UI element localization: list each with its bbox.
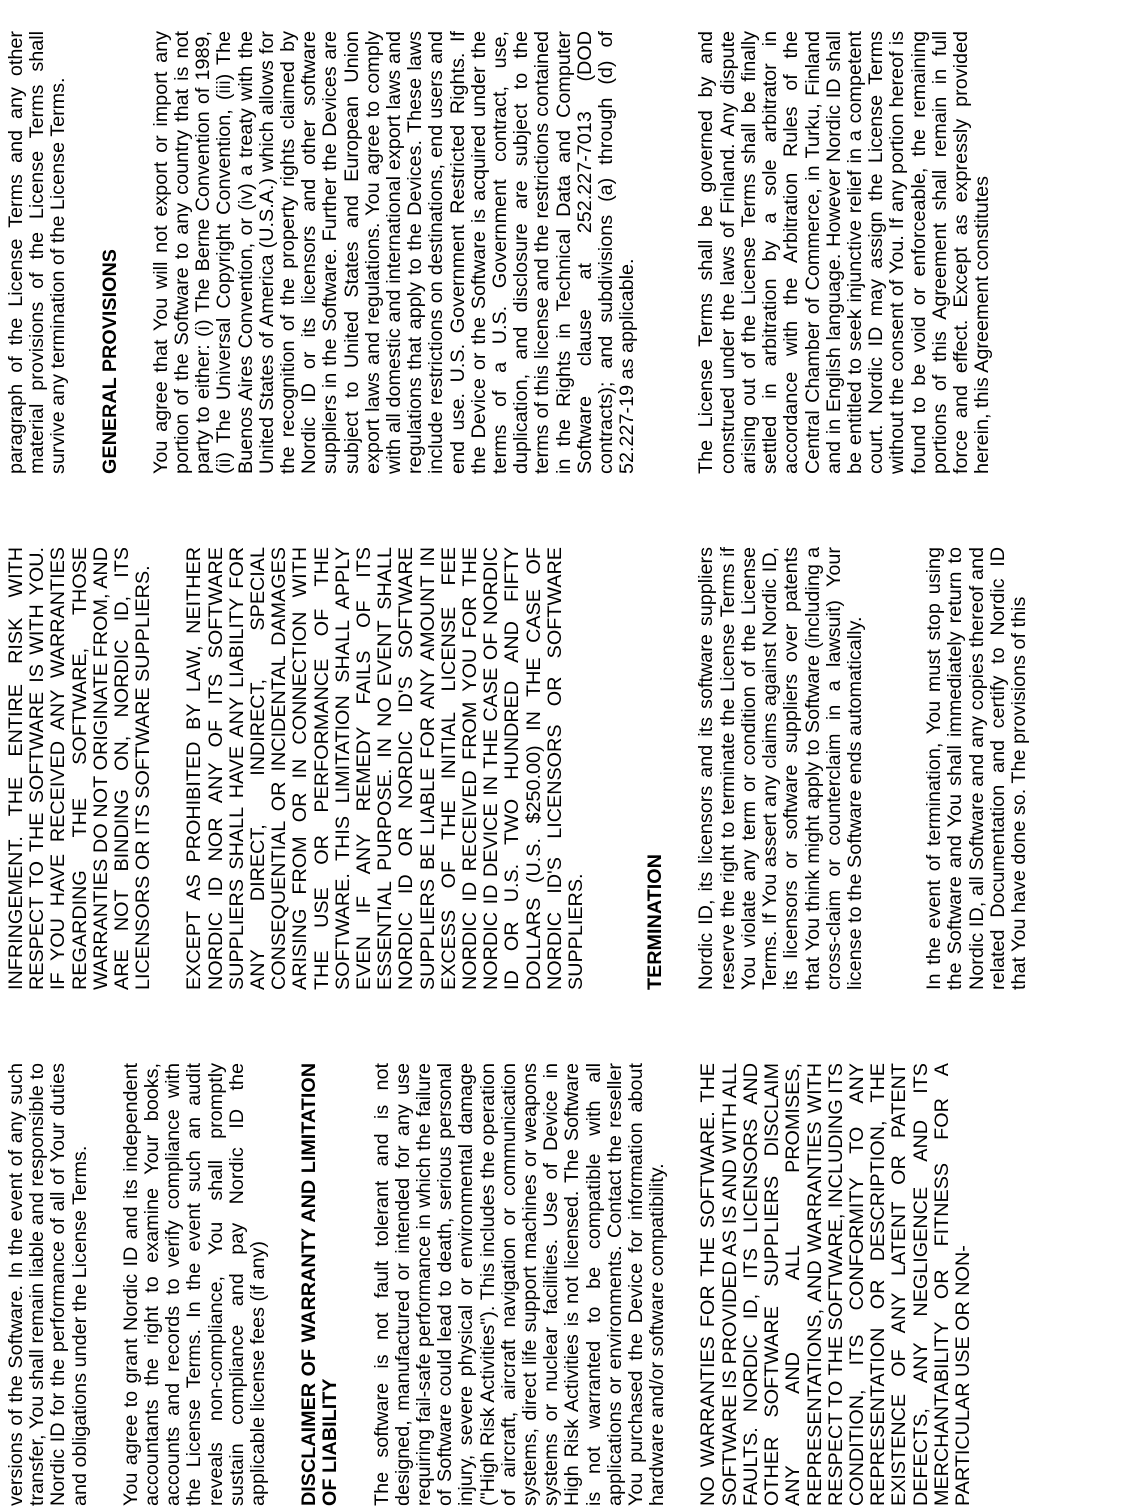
paragraph-infringement: INFRINGEMENT. THE ENTIRE RISK WITH RESPECT TO THE SOFTWARE IS WITH YOU. IF YOU HAVE RECEIVED ANY WARRANTIES REGARDING THE SOFTWARE, THOSE WARRANTIES DO NOT ORIGINATE FROM, AND ARE NOT BINDING ON, NORDIC ID, ITS LICENSORS OR ITS SOFTWARE SUPPLIERS.	[5, 547, 155, 990]
heading-disclaimer: DISCLAIMER OF WARRANTY AND LIMITATION OF LIABILITY	[298, 1063, 342, 1506]
paragraph-termination-rights: Nordic ID, its licensors and its software suppliers reserve the right to terminate the License Terms if You violate any term or condition of the License Terms. If You assert any claims against Nordic ID, its licensors or software suppliers over patents that You think might apply to Software (including a cross-claim or counterclaim in a lawsuit) Your license to the Software ends automatically.	[695, 547, 866, 990]
heading-general-provisions: GENERAL PROVISIONS	[98, 249, 121, 474]
paragraph-survival: paragraph of the License Terms and any other material provisions of the License Terms shall survive any termination of the License Terms.	[5, 31, 70, 474]
paragraph-fault-tolerance: The software is not fault tolerant and is not designed, manufactured or intended for any use requiring fail-safe performance in which the failure of Software could lead to death, serious personal injury, severe physical or environmental damage ("High Risk Activities"). This includes the operation of aircraft, aircraft navigation or communication systems, direct life support machines or weapons systems or nuclear facilities. Use of Device in High Risk Activities is not licensed. The Software is not warranted to be compatible with all applications or environments. Contact the reseller You purchased the Device for information about hardware and/or software compatibility.	[370, 1063, 669, 1506]
paragraph-termination-effect: In the event of termination, You must stop using the Software and You shall immediately return to Nordic ID, all Software and any copies thereof and related Documentation and certify to Nordic ID that You have done so. The provisions of this	[923, 547, 1030, 990]
column-3	[6, 31, 1023, 474]
paragraph-liability: EXCEPT AS PROHIBITED BY LAW, NEITHER NORDIC ID NOR ANY OF ITS SOFTWARE SUPPLIERS SHALL HAVE ANY LIABILITY FOR ANY DIRECT, INDIRECT, SPECIAL CONSEQUENTIAL OR INCIDENTAL DAMAGES ARISING FROM OR IN CONNECTION WITH THE USE OR PERFORMANCE OF THE SOFTWARE. THIS LIMITATION SHALL APPLY EVEN IF ANY REMEDY FAILS OF ITS ESSENTIAL PURPOSE. IN NO EVENT SHALL NORDIC ID OR NORDIC ID'S SOFTWARE SUPPLIERS BE LIABLE FOR ANY AMOUNT IN EXCESS OF THE INITIAL LICENSE FEE NORDIC ID RECEIVED FROM YOU FOR THE NORDIC ID DEVICE IN THE CASE OF NORDIC ID OR U.S. TWO HUNDRED AND FIFTY DOLLARS (U.S. $250.00) IN THE CASE OF NORDIC ID'S LICENSORS OR SOFTWARE SUPPLIERS.	[183, 547, 588, 990]
column-1	[6, 1063, 1004, 1506]
paragraph-audit: You agree to grant Nordic ID and its independent accountants the right to examine Your books, accounts and records to verify compliance with the License Terms. In the event such an audit reveals non-compliance, You shall promptly sustain compliance and pay Nordic ID the applicable license fees (if any)	[119, 1063, 270, 1506]
paragraph-governing-law: The License Terms shall be governed by and construed under the laws of Finland. Any dispute arising out of the License Terms shall be finally settled in arbitration by a sole arbitrator in accordance with the Arbitration Rules of the Central Chamber of Commerce, in Turku, Finland and in English language. However Nordic ID shall be entitled to seek injunctive relief in a competent court. Nordic ID may assign the License Terms without the consent of You. If any portion hereof is found to be void or enforceable, the remaining portions of this Agreement shall remain in full force and effect. Except as expressly provided herein, this Agreement constitutes	[695, 31, 994, 474]
heading-termination: TERMINATION	[644, 854, 667, 990]
paragraph-export: You agree that You will not export or import any portion of the Software to any country that is not party to either: (i) The Berne Convention of 1989, (ii) The Universal Copyright Convention, (iii) The Buenos Aires Convention, or (iv) a treaty with the United States of America (U.S.A.) which allows for the recognition of the property rights claimed by Nordic ID or its licensors and other software suppliers in the Software. Further the Devices are subject to United States and European Union export laws and regulations. You agree to comply with all domestic and international export laws and regulations that apply to the Devices. These laws include restrictions on destinations, end users and end use. U.S. Government Restricted Rights. If the Device or the Software is acquired under the terms of a U.S. Government contract, use, duplication, and disclosure are subject to the terms of this license and the restrictions contained in the Rights in Technical Data and Computer Software clause at 252.227-7013 (DOD contracts); and subdivisions (a) through (d) of 52.227-19 as applicable.	[149, 31, 639, 474]
paragraph-no-warranties: NO WARRANTIES FOR THE SOFTWARE. THE SOFTWARE IS PROVIDED AS IS AND WITH ALL FAULTS. NORDIC ID, ITS LICENSORS AND OTHER SOFTWARE SUPPLIERS DISCLAIM ANY AND ALL PROMISES, REPRESENTATIONS, AND WARRANTIES WITH RESPECT TO THE SOFTWARE, INCLUDING ITS CONDITION, ITS CONFORMITY TO ANY REPRESENTATION OR DESCRIPTION, THE EXISTENCE OF ANY LATENT OR PATENT DEFECTS, ANY NEGLIGENCE AND ITS MERCHANTABILITY OR FITNESS FOR A PARTICULAR USE OR NON-	[697, 1063, 974, 1506]
column-2	[6, 547, 1060, 990]
paragraph-transfer: versions of the Software. In the event of any such transfer, You shall remain liable and responsible to Nordic ID for the performance of all of Your duties and obligations under the License Terms.	[5, 1063, 91, 1506]
